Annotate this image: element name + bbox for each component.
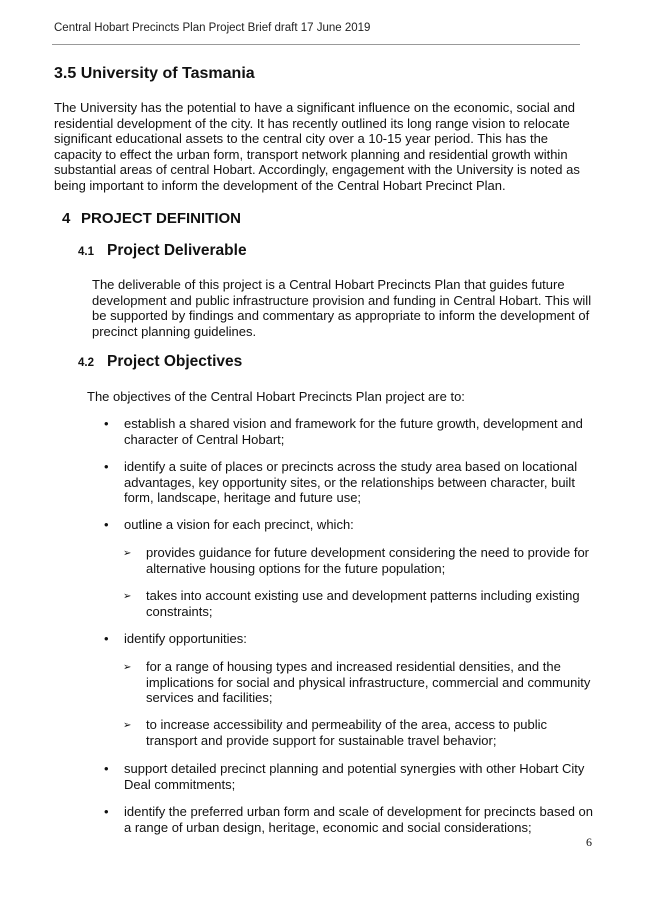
arrow-bullet-icon: ➢	[123, 662, 132, 673]
section-4-number: 4	[62, 210, 71, 227]
bullet-icon: •	[104, 761, 109, 776]
bullet-icon: •	[104, 459, 109, 474]
sub-list-item: provides guidance for future development considering the need to provide for alternative housing options for the future population;	[146, 545, 590, 576]
arrow-bullet-icon: ➢	[123, 548, 132, 559]
arrow-bullet-icon: ➢	[123, 720, 132, 731]
section-4-2-intro: The objectives of the Central Hobart Precincts Plan project are to:	[87, 389, 465, 404]
section-4-2-heading	[78, 353, 242, 371]
section-3-5-body: The University has the potential to have a significant influence on the economic, social and residential development of the city. It has recently outlined its long range vision to relocate significant educational assets to the central city over a 10-15 year period. This has the capacity to effect the urban form, transport network planning and residential growth within substantial areas of central Hobart. Accordingly, engagement with the University is noted as being important to inform the development of the Central Hobart Precinct Plan.	[54, 100, 580, 193]
running-header: Central Hobart Precincts Plan Project Brief draft 17 June 2019	[54, 22, 371, 34]
sub-list-item: for a range of housing types and increased residential densities, and the implications for social and physical infrastructure, commercial and community services and facilities;	[146, 659, 591, 706]
list-item: establish a shared vision and framework for the future growth, development and character of Central Hobart;	[124, 416, 583, 447]
section-4-1-body: The deliverable of this project is a Central Hobart Precincts Plan that guides future development and public infrastructure provision and funding in Central Hobart. This will be supported by findings and commentary as appropriate to inform the development of precinct planning guidelines.	[92, 277, 592, 339]
section-4-2-number: 4.2	[78, 357, 94, 369]
section-4-heading	[62, 210, 241, 227]
bullet-icon: •	[104, 416, 109, 431]
section-4-1-title: Project Deliverable	[107, 242, 247, 259]
list-item: identify a suite of places or precincts across the study area based on locational advantages, key opportunity sites, or the relationships between character, built form, landscape, heritage and future use;	[124, 459, 578, 506]
section-4-2-title: Project Objectives	[107, 353, 243, 370]
section-4-1-heading	[78, 242, 247, 260]
list-item: support detailed precinct planning and potential synergies with other Hobart City Deal commitments;	[124, 761, 585, 792]
header-rule	[52, 44, 580, 45]
section-4-title: PROJECT DEFINITION	[81, 210, 242, 227]
section-4-1-number: 4.1	[78, 246, 94, 258]
bullet-icon: •	[104, 631, 109, 646]
bullet-icon: •	[104, 517, 109, 532]
page-number: 6	[586, 835, 592, 849]
section-3-5-heading: 3.5 University of Tasmania	[54, 65, 255, 82]
bullet-icon: •	[104, 804, 109, 819]
arrow-bullet-icon: ➢	[123, 591, 132, 602]
list-item: identify the preferred urban form and scale of development for precincts based on a range of urban design, heritage, economic and social considerations;	[124, 804, 593, 835]
sub-list-item: to increase accessibility and permeability of the area, access to public transport and provide support for sustainable travel behavior;	[146, 717, 548, 748]
sub-list-item: takes into account existing use and development patterns including existing constraints;	[146, 588, 580, 619]
list-item: outline a vision for each precinct, which:	[124, 517, 354, 532]
list-item: identify opportunities:	[124, 631, 247, 646]
